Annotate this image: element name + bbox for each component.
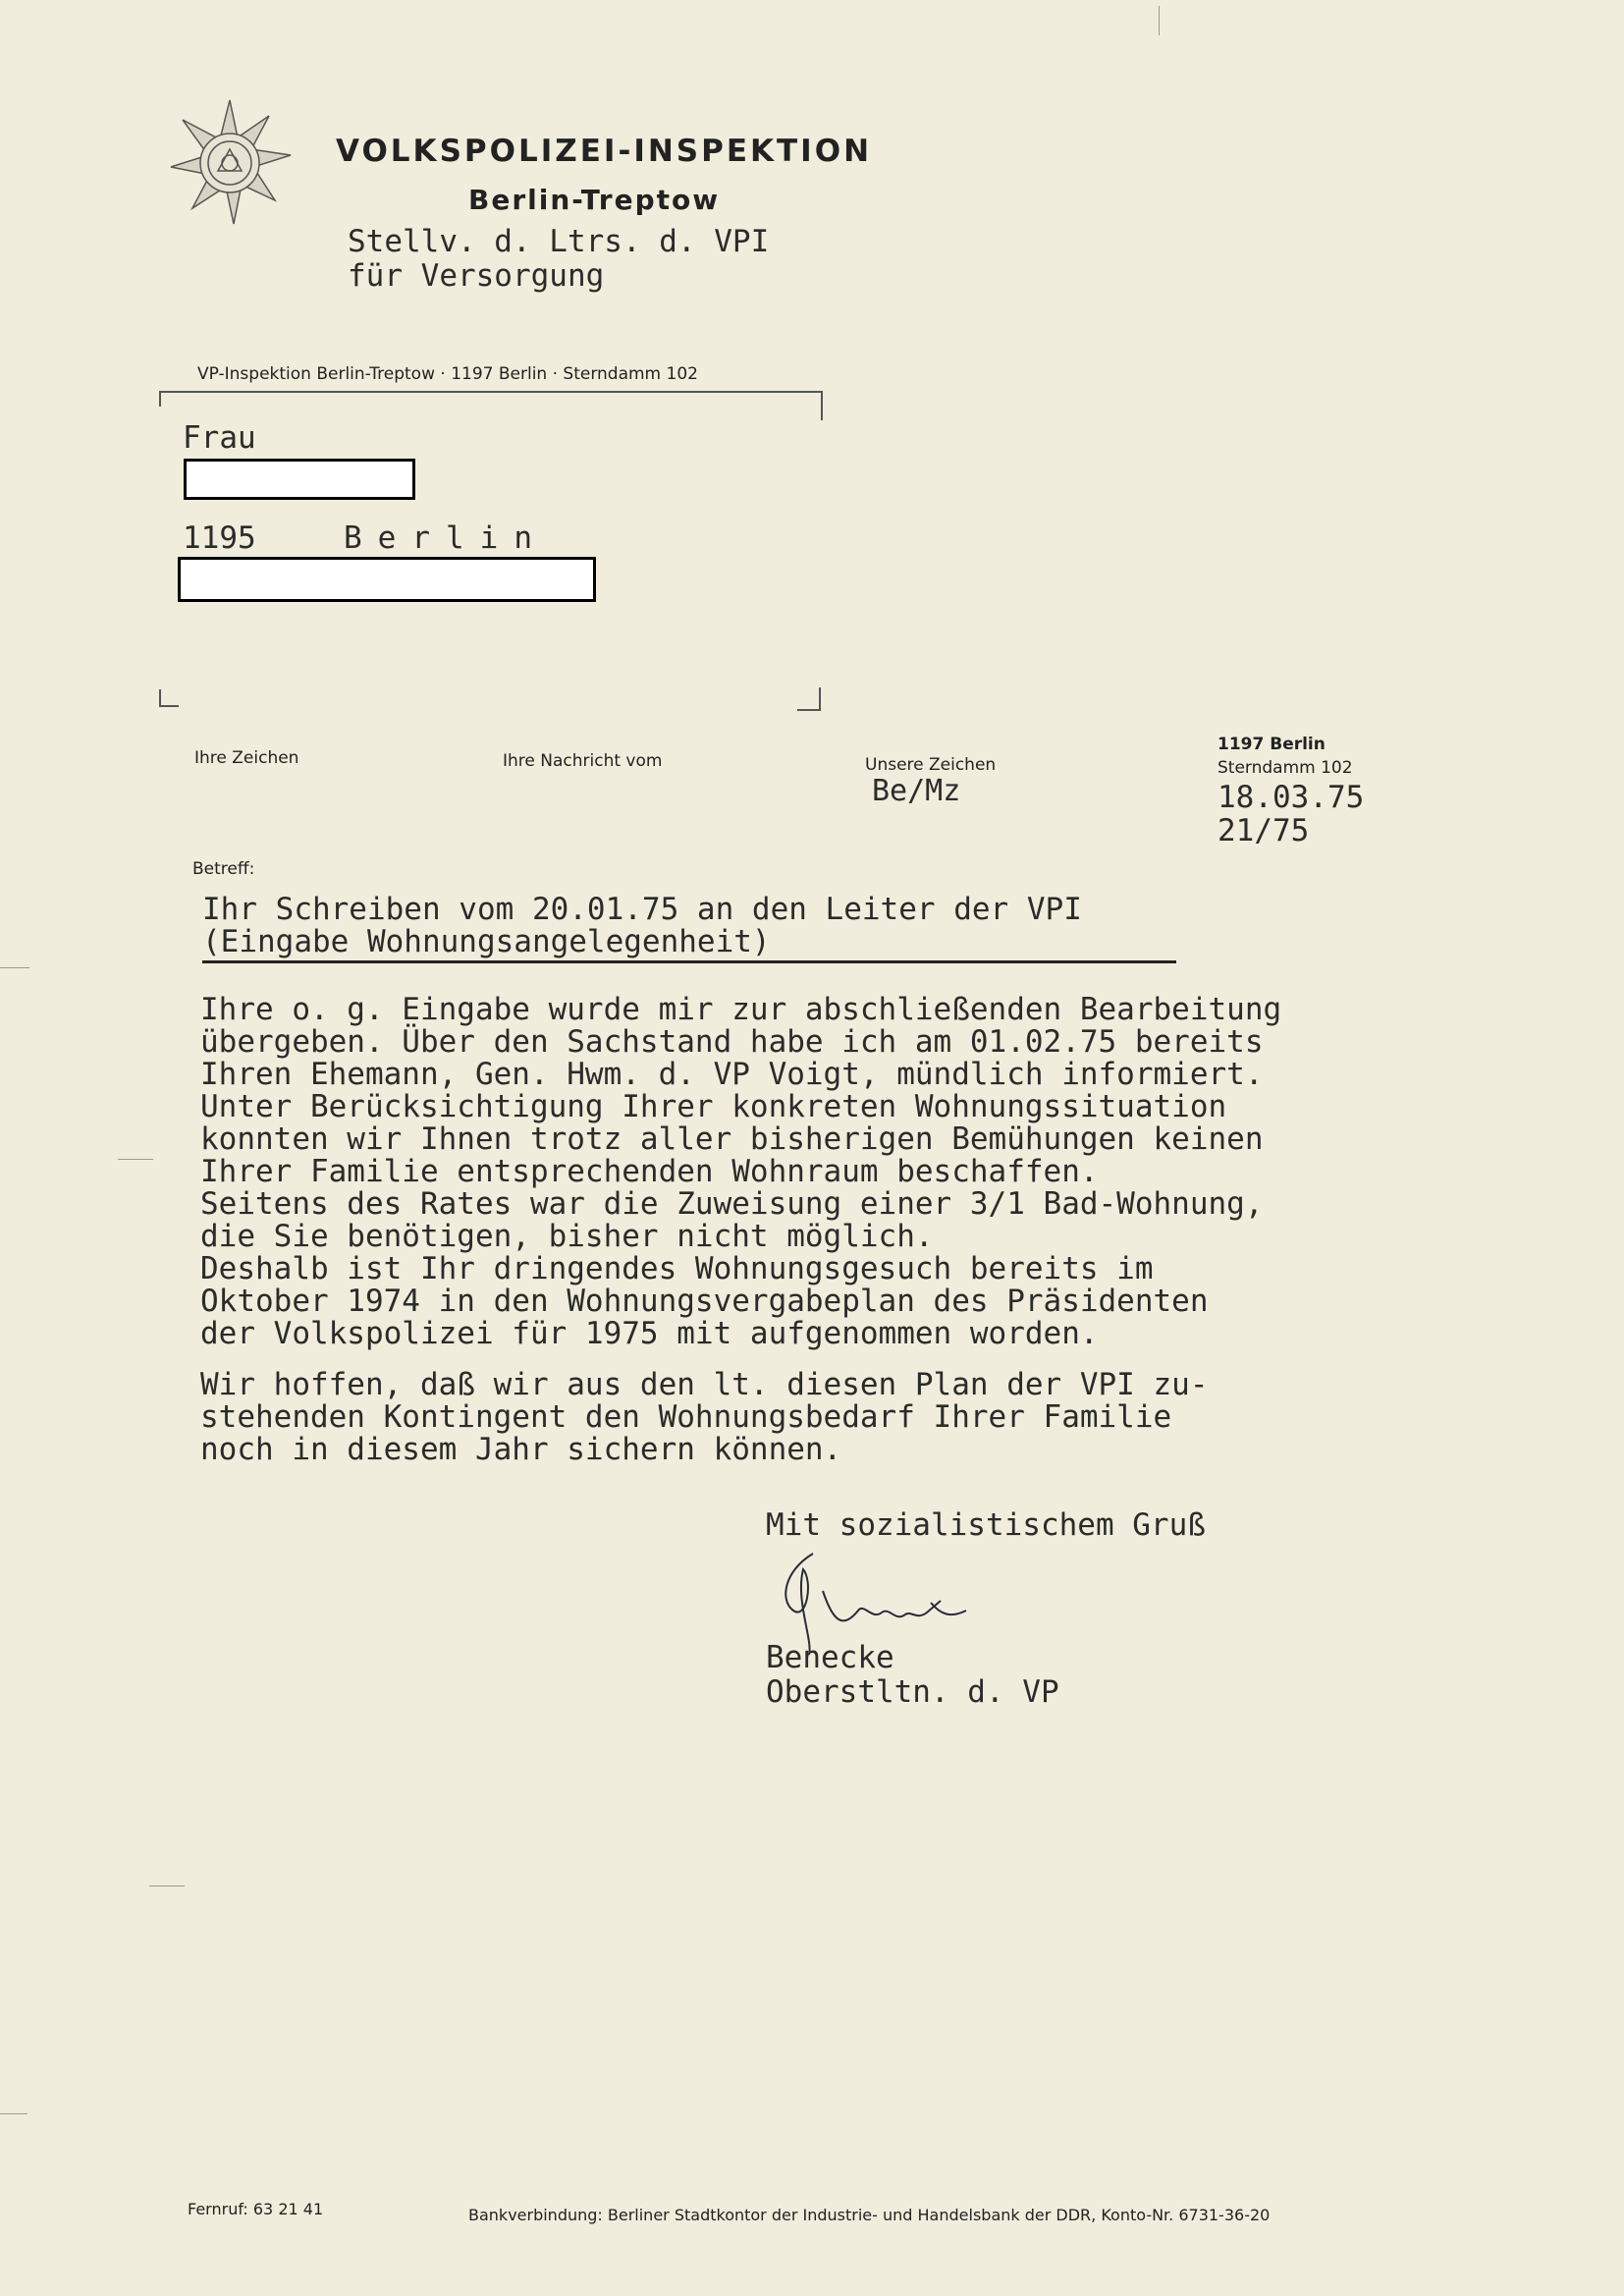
fold-mark (0, 2113, 27, 2114)
unsere-zeichen-value: Be/Mz (872, 774, 961, 808)
sender-line-1: Stellv. d. Ltrs. d. VPI (348, 224, 770, 259)
recipient-postal-code: 1195 (183, 520, 256, 556)
letter-date: 18.03.75 (1218, 780, 1365, 815)
punch-mark (1159, 6, 1160, 35)
address-window-corner (159, 391, 161, 407)
address-window-corner (159, 689, 179, 707)
label-unsere-zeichen: Unsere Zeichen (865, 755, 997, 775)
address-window-top-rule (159, 391, 823, 393)
place-city: 1197 Berlin (1218, 735, 1326, 754)
body-paragraph-1: Ihre o. g. Eingabe wurde mir zur abschließenden Bearbeitung übergeben. Über den Sachstand habe ich am 01.02.75 bereits Ihren Ehemann, Gen. Hwm. d. VP Voigt, mündlich informiert. Unter Berücksichtigung Ihrer konkreten Wohnungssituation konnten wir Ihnen trotz aller bisherigen Bemühungen keinen Ihrer Familie entsprechenden Wohnraum beschaffen. Seitens des Rates war die Zuweisung einer 3/1 Bad-Wohnung, die Sie benötigen, bisher nicht möglich. Deshalb ist Ihr dringendes Wohnungsgesuch bereits im Oktober 1974 in den Wohnungsvergabeplan des Präsidenten der Volkspolizei für 1975 mit aufgenommen worden. (200, 992, 1282, 1351)
address-window-corner (821, 391, 823, 420)
subject-line-2: (Eingabe Wohnungsangelegenheit) (202, 924, 771, 959)
label-ihre-zeichen: Ihre Zeichen (194, 748, 299, 768)
recipient-salutation: Frau (183, 420, 256, 456)
redacted-name-box (184, 459, 415, 500)
sender-line-2: für Versorgung (348, 258, 605, 294)
label-betreff: Betreff: (192, 859, 255, 879)
footer-bank: Bankverbindung: Berliner Stadtkontor der Industrie- und Handelsbank der DDR, Konto-Nr. 6731-36-20 (468, 2206, 1271, 2224)
org-title: VOLKSPOLIZEI-INSPEKTION (336, 134, 873, 169)
org-location: Berlin-Treptow (468, 184, 721, 216)
fold-mark (118, 1159, 153, 1160)
return-address: VP-Inspektion Berlin-Treptow · 1197 Berlin · Sterndamm 102 (197, 364, 698, 384)
signer-rank: Oberstltn. d. VP (766, 1674, 1059, 1710)
reference-number: 21/75 (1218, 813, 1310, 848)
closing-greeting: Mit sozialistischem Gruß (766, 1507, 1206, 1543)
label-ihre-nachricht: Ihre Nachricht vom (503, 751, 663, 771)
redacted-street-box (178, 557, 596, 602)
recipient-city: Berlin (344, 520, 548, 556)
body-paragraph-2: Wir hoffen, daß wir aus den lt. diesen Plan der VPI zu- stehenden Kontingent den Wohnungsbedarf Ihrer Familie noch in diesem Jahr sichern können. (200, 1367, 1209, 1467)
fold-mark (0, 967, 29, 968)
address-window-corner (797, 687, 821, 711)
signer-name: Benecke (766, 1640, 894, 1675)
footer-phone: Fernruf: 63 21 41 (188, 2200, 324, 2218)
subject-line-1: Ihr Schreiben vom 20.01.75 an den Leiter der VPI (202, 892, 1082, 927)
place-street: Sterndamm 102 (1218, 758, 1353, 778)
vopo-star-emblem-icon (165, 98, 295, 228)
subject-underline (202, 960, 1176, 963)
